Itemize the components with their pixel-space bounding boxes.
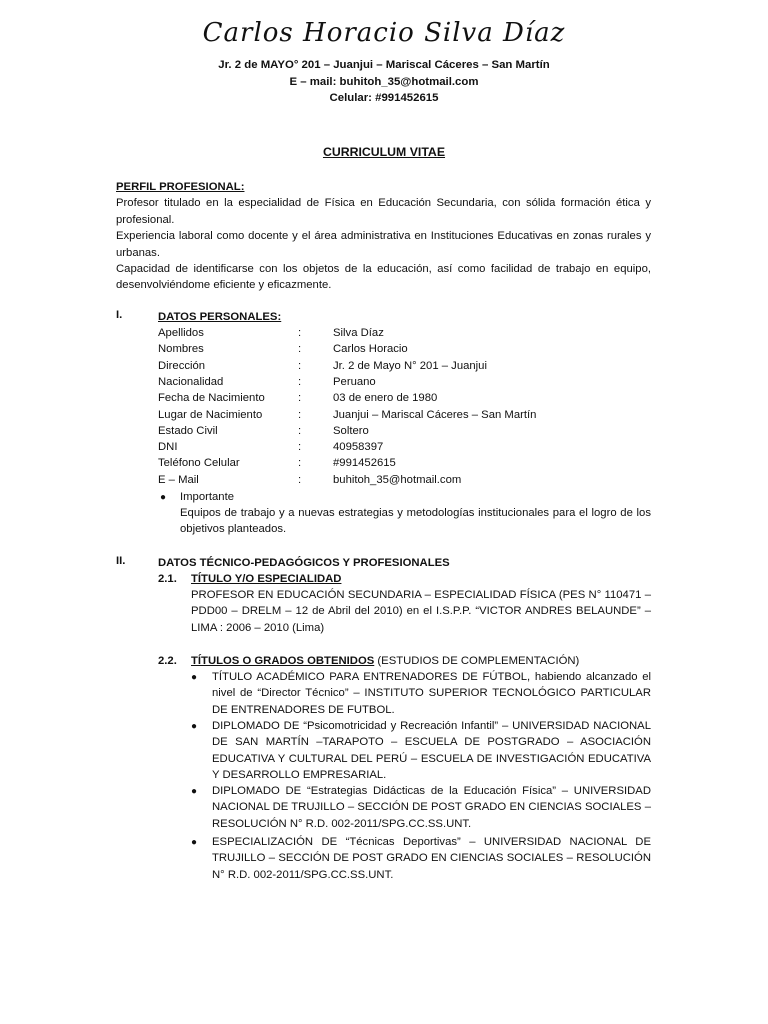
email-line: E – mail: buhitoh_35@hotmail.com bbox=[289, 75, 479, 88]
address-line: Jr. 2 de MAYO° 201 – Juanjui – Mariscal Cáceres – San Martín bbox=[218, 59, 550, 71]
important-text: Equipos de trabajo y a nuevas estrategias y metodologías institucionales para el logro de los objetivos planteados. bbox=[180, 507, 651, 536]
personal-field-value: Carlos Horacio bbox=[333, 343, 408, 356]
subsection-2-1-heading: TÍTULO Y/O ESPECIALIDAD bbox=[191, 573, 342, 585]
phone-line: Celular: #991452615 bbox=[329, 92, 439, 104]
personal-field-value: Soltero bbox=[333, 424, 369, 437]
personal-field-value: Jr. 2 de Mayo N° 201 – Juanjui bbox=[333, 359, 487, 372]
bullet-icon: ● bbox=[191, 786, 198, 797]
document-title: CURRICULUM VITAE bbox=[322, 145, 446, 159]
perfil-paragraph-1: Profesor titulado en la especialidad de Física en Educación Secundaria, con sólida formación ética y profesional. bbox=[116, 197, 651, 226]
bullet-icon: ● bbox=[191, 672, 198, 683]
subsection-2-2-number: 2.2. bbox=[158, 655, 177, 667]
personal-field-label: Fecha de Nacimiento bbox=[158, 392, 265, 405]
personal-field-value: Silva Díaz bbox=[333, 327, 384, 339]
personal-field-label: Lugar de Nacimiento bbox=[158, 408, 263, 421]
field-separator: : bbox=[298, 457, 302, 470]
list-item: DIPLOMADO DE “Psicomotricidad y Recreación Infantil” – UNIVERSIDAD NACIONAL DE SAN MARTÍN –TARAPOTO – ESCUELA DE POSTGRADO – ASOCIACIÓN EDUCATIVA Y CULTURAL DEL PERÚ – ESCUELA DE INVESTIGACIÓN EDUCATIVA Y DESARROLLO EMPRESARIAL. bbox=[212, 720, 651, 781]
perfil-paragraph-2: Experiencia laboral como docente y el área administrativa en Instituciones Educativas en zonas rurales y urbanas. bbox=[116, 230, 651, 259]
personal-field-label: Dirección bbox=[158, 359, 206, 372]
perfil-heading: PERFIL PROFESIONAL: bbox=[116, 181, 245, 193]
subsection-2-1-text: PROFESOR EN EDUCACIÓN SECUNDARIA – ESPECIALIDAD FÍSICA (PES N° 110471 – PDD00 – DRELM – 12 de Abril del 2010) en el I.S.P.P. “VICTOR ANDRES BELAUNDE” – LIMA : 2006 – 2010 (Lima) bbox=[191, 589, 651, 634]
list-item: ESPECIALIZACIÓN DE “Técnicas Deportivas” – UNIVERSIDAD NACIONAL DE TRUJILLO – SECCIÓN DE POST GRADO EN CIENCIAS SOCIALES – RESOLUCIÓN N° R.D. 002-2011/SPG.CC.SS.UNT. bbox=[212, 836, 651, 881]
subsection-2-2-suffix: (ESTUDIOS DE COMPLEMENTACIÓN) bbox=[374, 655, 580, 667]
personal-field-label: DNI bbox=[158, 441, 178, 454]
bullet-icon: ● bbox=[191, 721, 198, 732]
personal-field-value: Juanjui – Mariscal Cáceres – San Martín bbox=[333, 408, 537, 421]
field-separator: : bbox=[298, 424, 302, 437]
important-label: Importante bbox=[180, 491, 235, 503]
personal-field-value: 03 de enero de 1980 bbox=[333, 392, 438, 405]
subsection-2-2-heading: TÍTULOS O GRADOS OBTENIDOS bbox=[191, 655, 375, 667]
field-separator: : bbox=[298, 392, 302, 405]
personal-field-label: Apellidos bbox=[158, 327, 204, 339]
personal-field-label: Estado Civil bbox=[158, 424, 218, 437]
subsection-2-2-title bbox=[191, 653, 579, 669]
candidate-name: Carlos Horacio Silva Díaz bbox=[202, 18, 566, 48]
personal-field-label: Teléfono Celular bbox=[158, 457, 240, 470]
field-separator: : bbox=[298, 441, 302, 454]
perfil-section bbox=[116, 179, 651, 294]
field-separator: : bbox=[298, 408, 302, 421]
personal-field-label: Nombres bbox=[158, 343, 204, 356]
section-2-heading: DATOS TÉCNICO-PEDAGÓGICOS Y PROFESIONALES bbox=[158, 557, 450, 569]
personal-field-value: Peruano bbox=[333, 375, 376, 388]
personal-field-label: Nacionalidad bbox=[158, 375, 224, 388]
list-item: DIPLOMADO DE “Estrategias Didácticas de la Educación Física” – UNIVERSIDAD NACIONAL DE TRUJILLO – SECCIÓN DE POST GRADO EN CIENCIAS SOCIALES – RESOLUCIÓN N° R.D. 002-2011/SPG.CC.SS.UNT. bbox=[212, 785, 651, 830]
bullet-icon: ● bbox=[191, 837, 198, 848]
personal-field-value: #991452615 bbox=[333, 457, 396, 470]
perfil-paragraph-3: Capacidad de identificarse con los objetos de la educación, así como facilidad de trabajo en equipo, desenvolviéndome eficiente y eficazmente. bbox=[116, 263, 651, 292]
personal-field-value: 40958397 bbox=[333, 441, 384, 454]
field-separator: : bbox=[298, 327, 302, 339]
field-separator: : bbox=[298, 343, 302, 356]
bullet-icon: ● bbox=[160, 492, 167, 503]
section-1-heading: DATOS PERSONALES: bbox=[158, 311, 282, 323]
list-item: TÍTULO ACADÉMICO PARA ENTRENADORES DE FÚTBOL, habiendo alcanzado el nivel de “Director Técnico” – INSTITUTO SUPERIOR TECNOLÓGICO PARTICULAR DE ENTRENADORES DE FUTBOL. bbox=[212, 671, 651, 716]
contact-block bbox=[0, 57, 768, 107]
field-separator: : bbox=[298, 359, 302, 372]
personal-field-label: E – Mail bbox=[158, 473, 199, 486]
subsection-2-1-number: 2.1. bbox=[158, 573, 177, 585]
field-separator: : bbox=[298, 375, 302, 388]
section-1-number: I. bbox=[116, 309, 123, 321]
section-2-number: II. bbox=[116, 555, 126, 567]
personal-field-value: buhitoh_35@hotmail.com bbox=[333, 473, 462, 486]
field-separator: : bbox=[298, 473, 302, 486]
